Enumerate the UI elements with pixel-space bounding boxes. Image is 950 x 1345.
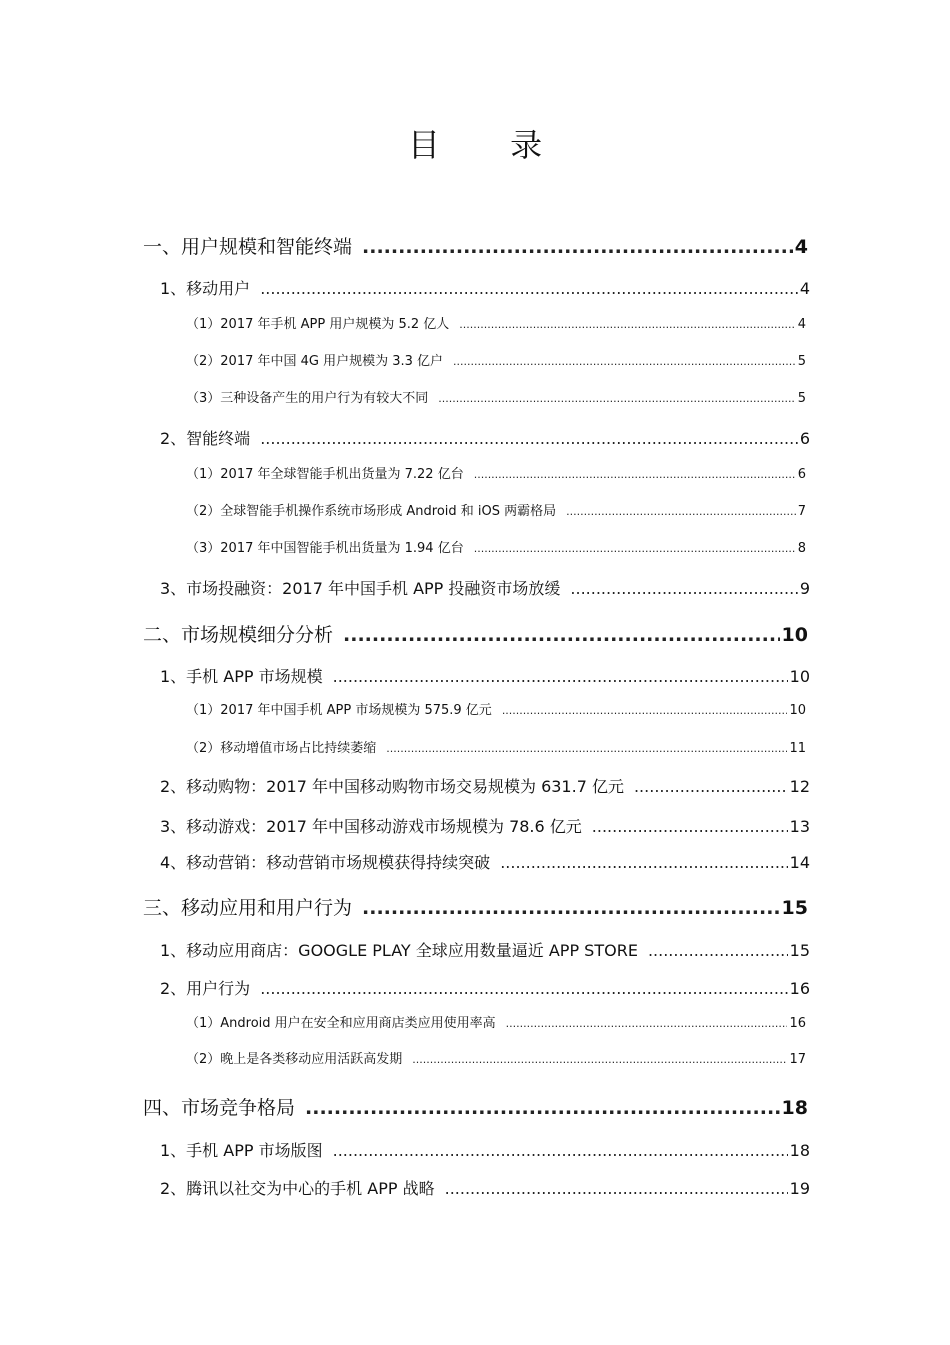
toc-entry[interactable] (186, 537, 806, 556)
toc-entry[interactable] (143, 620, 808, 647)
toc-entry-label: 1、移动用户 (160, 279, 251, 298)
toc-leader-dots (362, 897, 780, 919)
toc-entry[interactable] (160, 850, 810, 873)
toc-page-number: 13 (789, 817, 810, 836)
toc-entry[interactable] (160, 938, 810, 961)
toc-page-number: 4 (794, 236, 808, 258)
toc-entry[interactable] (160, 774, 810, 797)
toc-entry-label: （2）2017 年中国 4G 用户规模为 3.3 亿户 (186, 354, 444, 369)
toc-leader-dots (260, 979, 787, 998)
toc-page-number: 9 (799, 579, 810, 598)
toc-page-number: 12 (789, 777, 810, 796)
toc-page-number: 10 (781, 624, 808, 646)
toc-entry[interactable] (143, 232, 808, 259)
toc-page-number: 17 (789, 1052, 806, 1067)
toc-page-number: 4 (797, 317, 806, 332)
toc-entry[interactable] (186, 737, 806, 756)
toc-entry-label: 2、移动购物：2017 年中国移动购物市场交易规模为 631.7 亿元 (160, 777, 624, 796)
toc-leader-dots (362, 236, 793, 258)
toc-entry-label: 1、移动应用商店：GOOGLE PLAY 全球应用数量逼近 APP STORE (160, 941, 638, 960)
toc-page-number: 18 (781, 1097, 808, 1119)
toc-leader-dots (260, 429, 798, 448)
toc-page-number: 6 (797, 467, 806, 482)
toc-leader-dots (634, 777, 788, 796)
toc-entry-label: 3、市场投融资：2017 年中国手机 APP 投融资市场放缓 (160, 579, 561, 598)
toc-entry[interactable] (160, 576, 810, 599)
toc-leader-dots (500, 853, 787, 872)
toc-entry-label: 二、市场规模细分分析 (143, 624, 334, 646)
toc-entry[interactable] (186, 1048, 806, 1067)
toc-entry[interactable] (186, 350, 806, 369)
toc-entry[interactable] (186, 387, 806, 406)
page-title: 目 录 (407, 126, 573, 164)
toc-entry-label: （1）Android 用户在安全和应用商店类应用使用率高 (186, 1016, 496, 1031)
toc-leader-dots (453, 355, 796, 368)
toc-entry[interactable] (160, 1176, 810, 1199)
toc-leader-dots (474, 468, 796, 481)
toc-entry[interactable] (186, 500, 806, 519)
toc-leader-dots (502, 704, 788, 717)
toc-entry[interactable] (160, 976, 810, 999)
toc-entry-label: 4、移动营销：移动营销市场规模获得持续突破 (160, 853, 491, 872)
toc-entry-label: （1）2017 年中国手机 APP 市场规模为 575.9 亿元 (186, 703, 492, 718)
toc-leader-dots (260, 279, 798, 298)
toc-leader-dots (445, 1179, 788, 1198)
toc-leader-dots (570, 579, 797, 598)
toc-leader-dots (506, 1017, 788, 1030)
toc-leader-dots (305, 1097, 780, 1119)
toc-entry-label: 2、智能终端 (160, 429, 251, 448)
toc-entry-label: （3）三种设备产生的用户行为有较大不同 (186, 391, 429, 406)
toc-page-number: 14 (789, 853, 810, 872)
toc-entry-label: 三、移动应用和用户行为 (143, 897, 353, 919)
toc-entry[interactable] (160, 664, 810, 687)
toc-entry[interactable] (186, 463, 806, 482)
toc-entry-label: （2）晚上是各类移动应用活跃高发期 (186, 1052, 403, 1067)
toc-entry[interactable] (186, 699, 806, 718)
toc-entry-label: （2）移动增值市场占比持续萎缩 (186, 741, 377, 756)
toc-page-number: 19 (789, 1179, 810, 1198)
toc-page-number: 11 (789, 741, 806, 756)
toc-entry-label: 2、用户行为 (160, 979, 251, 998)
toc-entry-label: （1）2017 年手机 APP 用户规模为 5.2 亿人 (186, 317, 450, 332)
toc-page-number: 8 (797, 541, 806, 556)
toc-leader-dots (333, 1141, 788, 1160)
toc-entry-label: 2、腾讯以社交为中心的手机 APP 战略 (160, 1179, 435, 1198)
toc-page-number: 18 (789, 1141, 810, 1160)
toc-entry-label: 3、移动游戏：2017 年中国移动游戏市场规模为 78.6 亿元 (160, 817, 582, 836)
toc-page-number: 10 (789, 703, 806, 718)
toc-entry[interactable] (160, 276, 810, 299)
toc-leader-dots (343, 624, 780, 646)
toc-leader-dots (459, 318, 795, 331)
toc-page-number: 4 (799, 279, 810, 298)
toc-leader-dots (386, 742, 787, 755)
toc-leader-dots (412, 1053, 787, 1066)
toc-entry-label: 四、市场竞争格局 (143, 1097, 296, 1119)
toc-entry[interactable] (186, 1012, 806, 1031)
toc-entry[interactable] (143, 893, 808, 920)
toc-page-number: 5 (797, 354, 806, 369)
toc-entry-label: （1）2017 年全球智能手机出货量为 7.22 亿台 (186, 467, 464, 482)
toc-entry[interactable] (160, 814, 810, 837)
toc-page-number: 5 (797, 391, 806, 406)
toc-entry-label: 1、手机 APP 市场规模 (160, 667, 323, 686)
toc-entry[interactable] (160, 1138, 810, 1161)
toc-leader-dots (474, 542, 796, 555)
toc-entry-label: 1、手机 APP 市场版图 (160, 1141, 323, 1160)
toc-entry[interactable] (143, 1093, 808, 1120)
toc-page-number: 7 (797, 504, 806, 519)
toc-leader-dots (648, 941, 788, 960)
toc-entry-label: （2）全球智能手机操作系统市场形成 Android 和 iOS 两霸格局 (186, 504, 557, 519)
toc-page-number: 16 (789, 979, 810, 998)
toc-page-number: 15 (789, 941, 810, 960)
toc-entry[interactable] (186, 313, 806, 332)
toc-leader-dots (592, 817, 788, 836)
toc-leader-dots (566, 505, 796, 518)
toc-page-number: 10 (789, 667, 810, 686)
toc-entry[interactable] (160, 426, 810, 449)
toc-leader-dots (333, 667, 788, 686)
toc-entry-label: （3）2017 年中国智能手机出货量为 1.94 亿台 (186, 541, 464, 556)
toc-leader-dots (438, 392, 795, 405)
toc-page-number: 6 (799, 429, 810, 448)
toc-page-number: 16 (789, 1016, 806, 1031)
toc-page-number: 15 (781, 897, 808, 919)
toc-entry-label: 一、用户规模和智能终端 (143, 236, 353, 258)
